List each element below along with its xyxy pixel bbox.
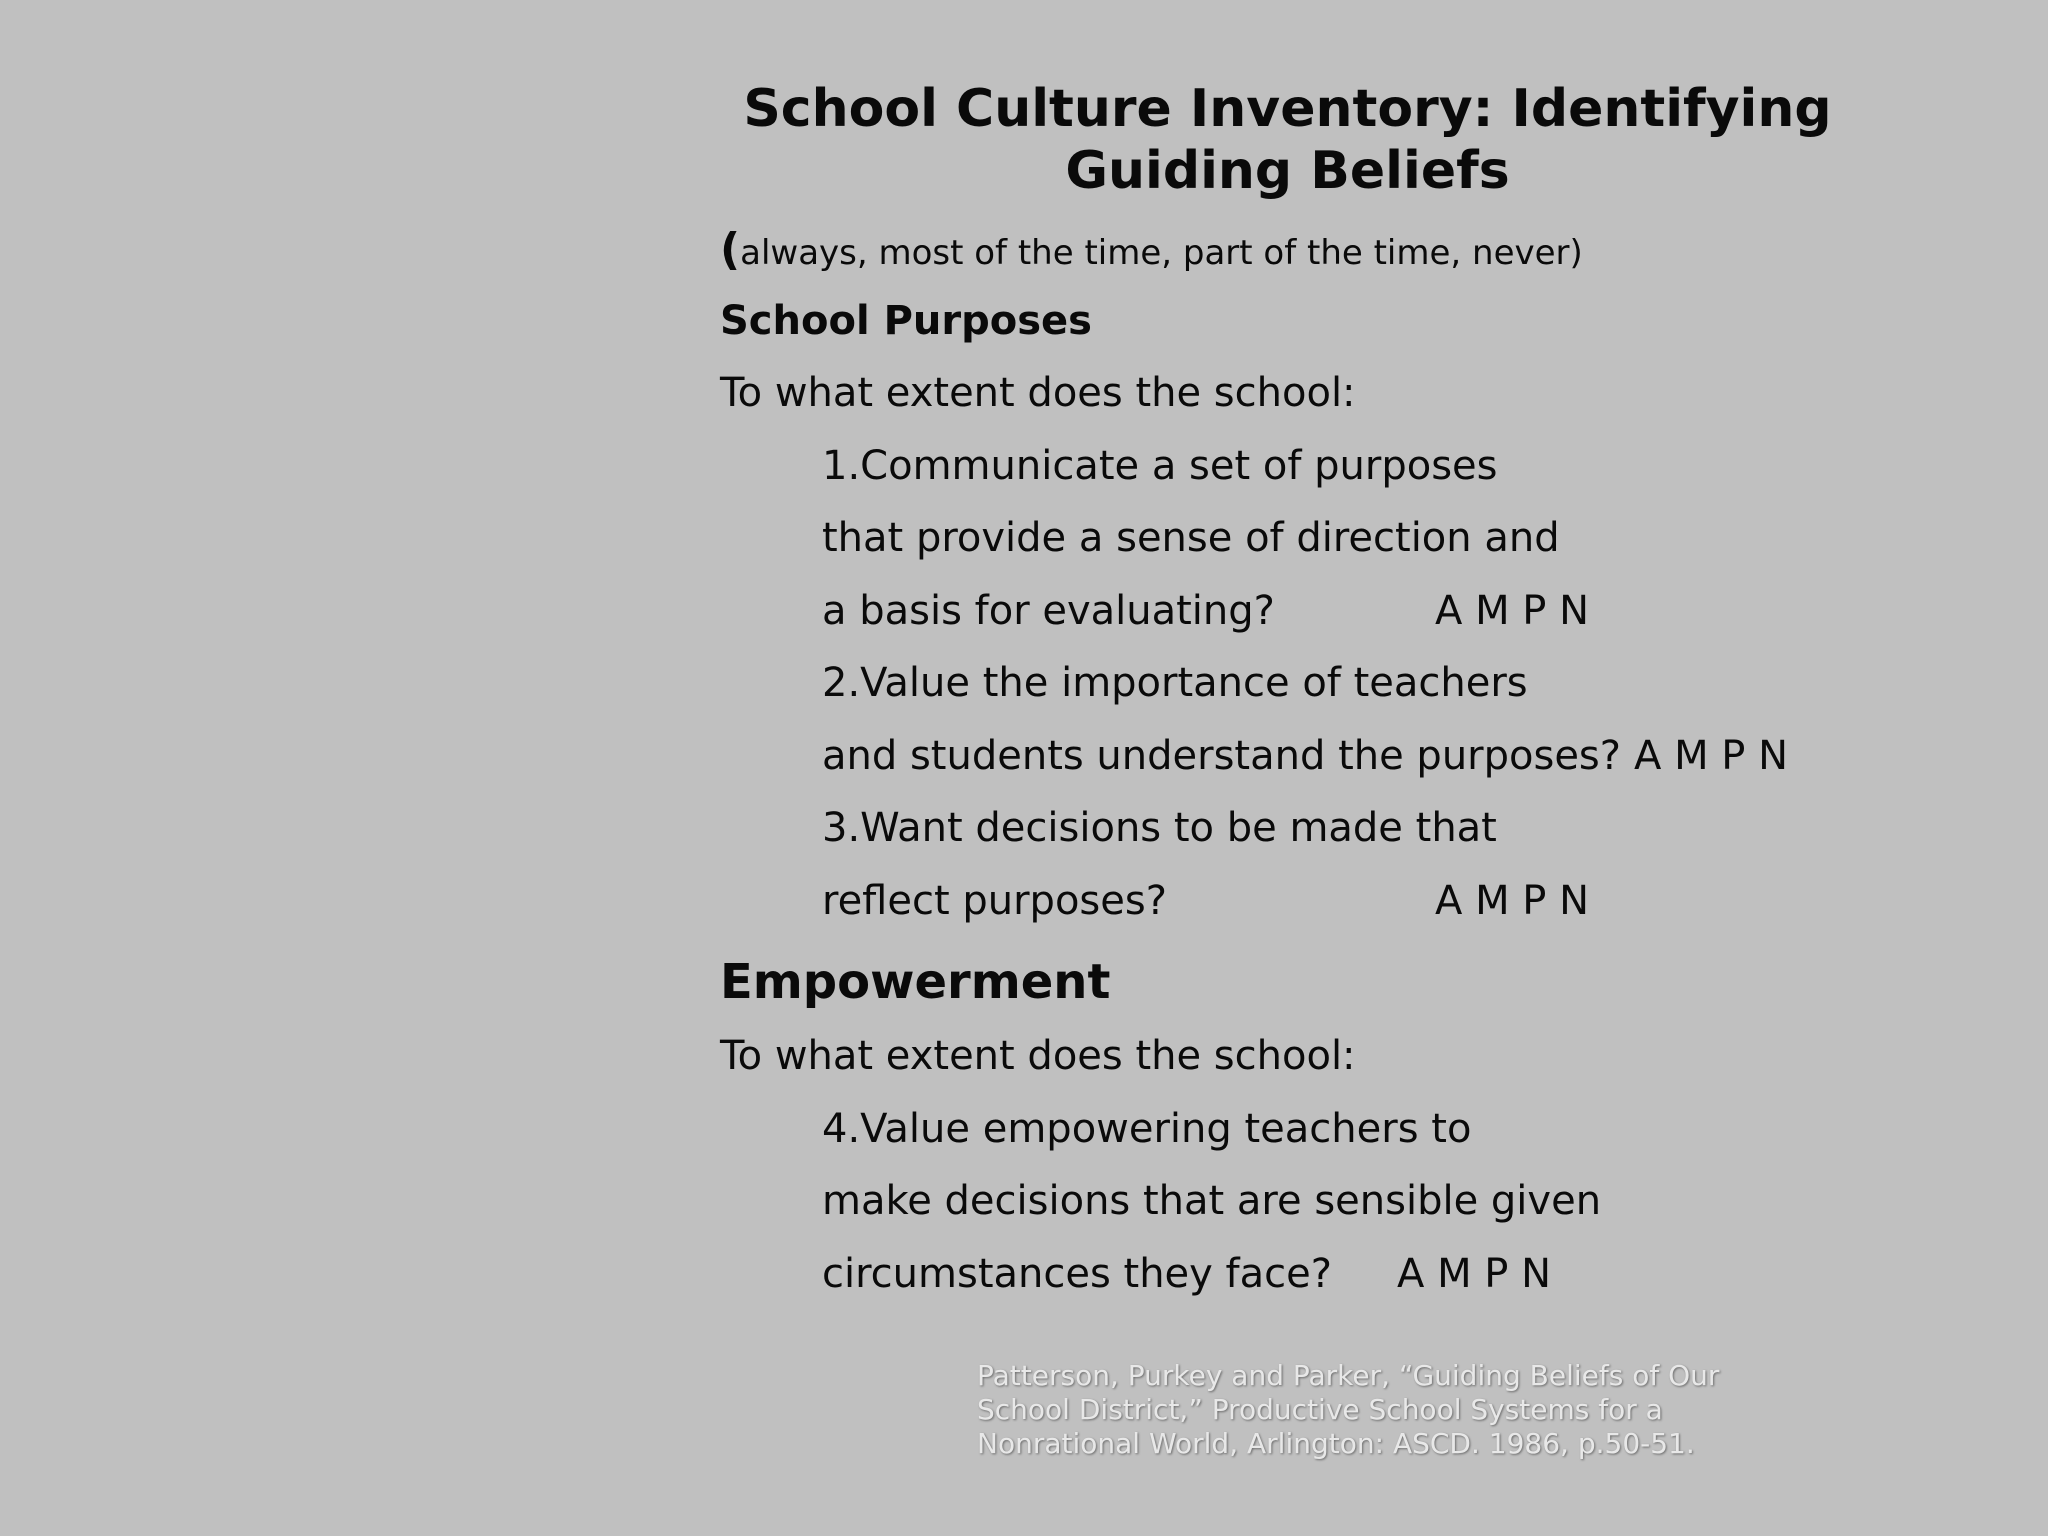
citation-line: School District,” Productive School Systems for a <box>977 1393 1663 1426</box>
item-line: a basis for evaluating? <box>822 588 1275 634</box>
citation-line: Patterson, Purkey and Parker, “Guiding Beliefs of Our <box>977 1359 1720 1392</box>
item-line: 1.Communicate a set of purposes <box>822 443 1498 489</box>
section-heading-school-purposes: School Purposes <box>720 298 1092 344</box>
item-line: circumstances they face? <box>822 1251 1332 1297</box>
rating-options: A M P N <box>1634 733 1789 779</box>
slide-title: School Culture Inventory: Identifying Guiding Beliefs <box>743 79 1832 201</box>
scale-text: always, most of the time, part of the time, never) <box>740 233 1583 273</box>
item-line: make decisions that are sensible given <box>822 1178 1602 1224</box>
rating-options: A M P N <box>1435 878 1590 924</box>
rating-options: A M P N <box>1397 1251 1552 1297</box>
section-lead: To what extent does the school: <box>720 370 1356 416</box>
item-line: 4.Value empowering teachers to <box>822 1106 1472 1152</box>
item-line: 2.Value the importance of teachers <box>822 660 1528 706</box>
scale-open-paren: ( <box>720 224 741 275</box>
citation-line: Nonrational World, Arlington: ASCD. 1986, p.50-51. <box>977 1427 1695 1460</box>
item-line: 3.Want decisions to be made that <box>822 805 1497 851</box>
section-lead: To what extent does the school: <box>720 1033 1356 1079</box>
item-line: reflect purposes? <box>822 878 1167 924</box>
rating-scale-legend <box>720 226 1583 277</box>
section-heading-empowerment: Empowerment <box>720 954 1111 1010</box>
rating-options: A M P N <box>1435 588 1590 634</box>
citation <box>977 1359 1797 1461</box>
item-line: and students understand the purposes? <box>822 733 1622 779</box>
item-line: that provide a sense of direction and <box>822 515 1560 561</box>
